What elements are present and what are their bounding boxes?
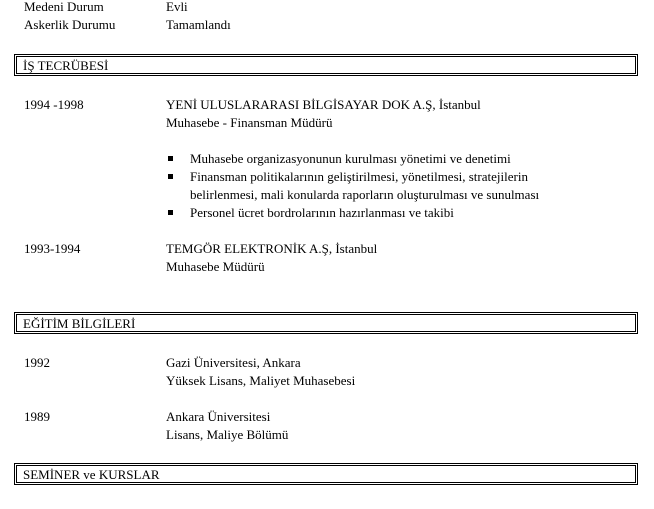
education-year: 1989 bbox=[24, 409, 50, 424]
experience-duties-list bbox=[166, 150, 539, 222]
bullet-icon bbox=[168, 174, 173, 179]
education-section-title: EĞİTİM BİLGİLERİ bbox=[23, 316, 136, 331]
experience-section-header bbox=[14, 54, 638, 76]
education-degree: Lisans, Maliye Bölümü bbox=[166, 427, 289, 442]
marital-status-value: Evli bbox=[166, 0, 188, 14]
duty-text: Finansman politikalarının geliştirilmesi, yönetilmesi, stratejilerin bbox=[190, 169, 528, 184]
bullet-icon bbox=[168, 156, 173, 161]
military-status-value: Tamamlandı bbox=[166, 17, 231, 32]
list-item bbox=[166, 204, 539, 222]
duty-text: Muhasebe organizasyonunun kurulması yönetimi ve denetimi bbox=[190, 151, 511, 166]
experience-section-title: İŞ TECRÜBESİ bbox=[23, 58, 109, 73]
duty-text: Personel ücret bordrolarının hazırlanması ve takibi bbox=[190, 205, 454, 220]
education-degree: Yüksek Lisans, Maliyet Muhasebesi bbox=[166, 373, 356, 388]
experience-job-title: Muhasebe - Finansman Müdürü bbox=[166, 115, 333, 130]
list-item bbox=[166, 150, 539, 168]
experience-period: 1993-1994 bbox=[24, 241, 81, 256]
education-section-header bbox=[14, 312, 638, 334]
experience-job-title: Muhasebe Müdürü bbox=[166, 259, 265, 274]
seminars-section-header bbox=[14, 463, 638, 485]
education-year: 1992 bbox=[24, 355, 50, 370]
duty-text: belirlenmesi, mali konularda raporların oluşturulması ve sunulması bbox=[190, 187, 540, 202]
experience-company: YENİ ULUSLARARASI BİLGİSAYAR DOK A.Ş, İstanbul bbox=[166, 97, 481, 112]
experience-company: TEMGÖR ELEKTRONİK A.Ş, İstanbul bbox=[166, 241, 378, 256]
seminars-section-title: SEMİNER ve KURSLAR bbox=[23, 467, 160, 482]
bullet-icon bbox=[168, 210, 173, 215]
marital-status-label: Medeni Durum bbox=[24, 0, 104, 14]
military-status-label: Askerlik Durumu bbox=[24, 17, 116, 32]
education-school: Ankara Üniversitesi bbox=[166, 409, 271, 424]
list-item-continuation bbox=[166, 186, 539, 204]
experience-period: 1994 -1998 bbox=[24, 97, 84, 112]
list-item bbox=[166, 168, 539, 186]
education-school: Gazi Üniversitesi, Ankara bbox=[166, 355, 301, 370]
